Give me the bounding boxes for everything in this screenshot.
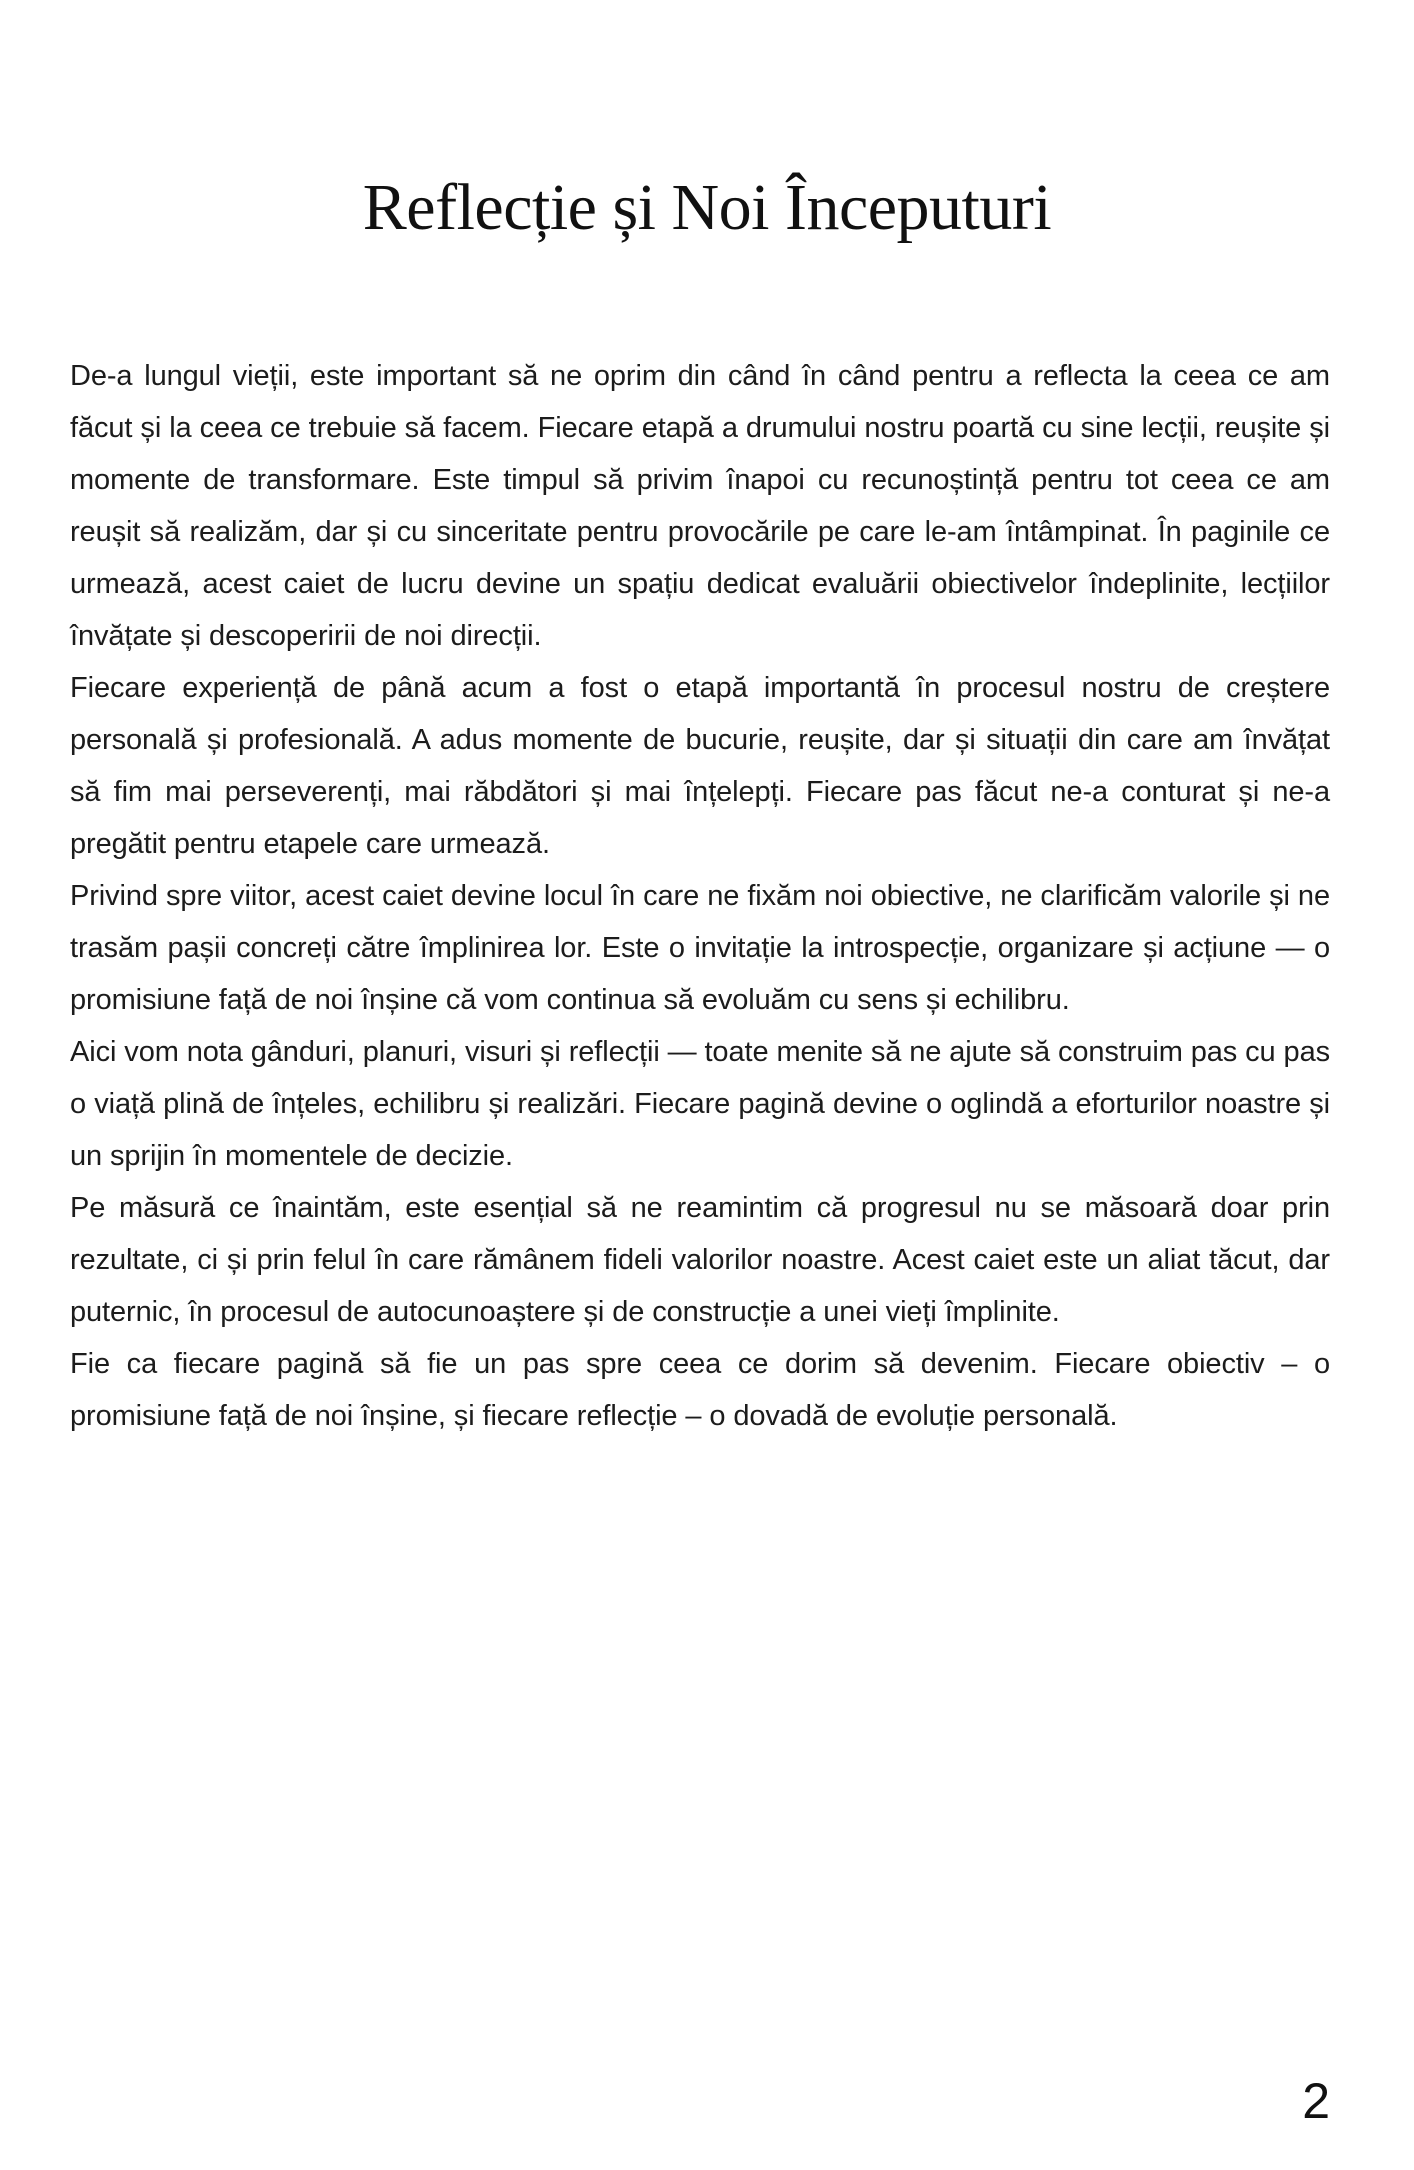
paragraph: Pe măsură ce înaintăm, este esențial să ne reamintim că progresul nu se măsoară doar prin rezultate, ci și prin felul în care rămânem fideli valorilor noastre. Acest caiet este un aliat tăcut, dar puternic, în procesul de autocunoaștere și de construcție a unei vieți împlinite. [70, 1191, 1330, 1328]
document-page [0, 170, 1414, 2170]
paragraph: Privind spre viitor, acest caiet devine locul în care ne fixăm noi obiective, ne clarificăm valorile și ne trasăm pașii concreți către împlinirea lor. Este o invitație la introspecție, organizare și acțiune — o promisiune față de noi înșine că vom continua să evoluăm cu sens și echilibru. [70, 879, 1330, 1016]
body-text [70, 350, 1330, 1442]
paragraph: Fiecare experiență de până acum a fost o etapă importantă în procesul nostru de creștere personală și profesională. A adus momente de bucurie, reușite, dar și situații din care am învățat să fim mai perseverenți, mai răbdători și mai înțelepți. Fiecare pas făcut ne-a conturat și ne-a pregătit pentru etapele care urmează. [70, 671, 1330, 860]
paragraph: De-a lungul vieții, este important să ne oprim din când în când pentru a reflecta la ceea ce am făcut și la ceea ce trebuie să facem. Fiecare etapă a drumului nostru poartă cu sine lecții, reușite și momente de transformare. Este timpul să privim înapoi cu recunoștință pentru tot ceea ce am reușit să realizăm, dar și cu sinceritate pentru provocările pe care le-am întâmpinat. În paginile ce urmează, acest caiet de lucru devine un spațiu dedicat evaluării obiectivelor îndeplinite, lecțiilor învățate și descoperirii de noi direcții. [70, 359, 1330, 652]
paragraph: Aici vom nota gânduri, planuri, visuri și reflecții — toate menite să ne ajute să construim pas cu pas o viață plină de înțeles, echilibru și realizări. Fiecare pagină devine o oglindă a eforturilor noastre și un sprijin în momentele de decizie. [70, 1035, 1330, 1172]
page-title: Reflecție și Noi Începuturi [362, 171, 1052, 244]
paragraph: Fie ca fiecare pagină să fie un pas spre ceea ce dorim să devenim. Fiecare obiectiv – o promisiune față de noi înșine, și fiecare reflecție – o dovadă de evoluție personală. [70, 1347, 1330, 1432]
page-number: 2 [1302, 2073, 1330, 2129]
